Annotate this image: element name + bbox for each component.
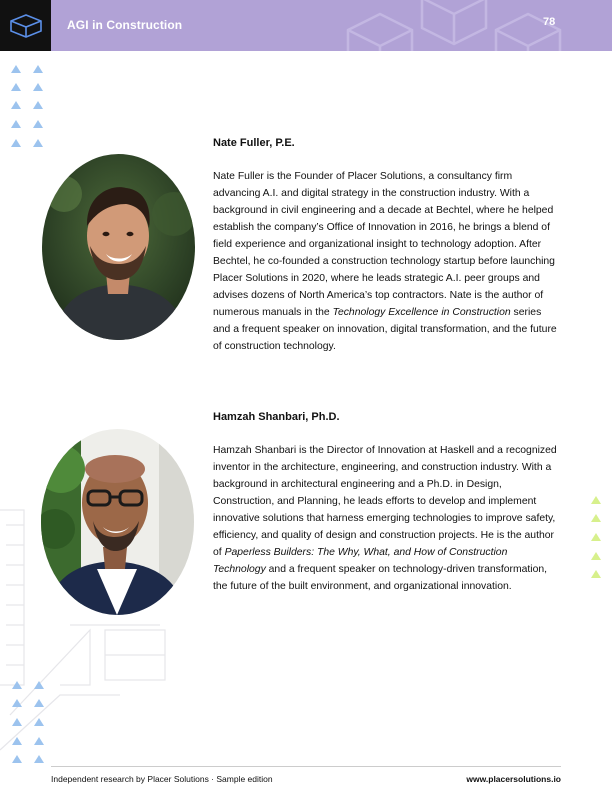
triangle-icon	[34, 681, 44, 689]
bio-text-part: Nate Fuller is the Founder of Placer Solutions, a consultancy firm advancing A.I. and digital strategy in the construction industry. With a background in civil engineering and a decade at Bechtel, where he helped establish the company’s Office of Innovation in 2016, he brings a blend of field experience and organizational insight to technology adoption. After Bechtel, he co-founded a construction technology startup before launching Placer Solutions in 2020, where he leads strategic A.I. peer groups and advises dozens of North America’s top contractors. Nate is the author of numerous manuals in the	[213, 171, 555, 318]
triangle-icon	[34, 699, 44, 707]
bio-entry	[213, 410, 558, 595]
triangle-icon	[34, 737, 44, 745]
bio-text	[213, 442, 558, 595]
page-header	[0, 0, 612, 51]
triangle-icon	[591, 570, 601, 578]
triangle-icon	[11, 83, 21, 91]
footer-website-link[interactable]: www.placersolutions.io	[466, 774, 561, 784]
header-cube-pattern	[330, 0, 612, 51]
portrait-photo	[42, 154, 195, 340]
triangle-icon	[11, 65, 21, 73]
triangle-icon	[11, 101, 21, 109]
footer-credit: Independent research by Placer Solutions · Sample edition	[51, 774, 273, 784]
triangle-icon	[33, 139, 43, 147]
triangle-icon	[12, 718, 22, 726]
triangle-icon	[33, 120, 43, 128]
portrait-photo	[41, 429, 194, 615]
bio-name: Hamzah Shanbari, Ph.D.	[213, 411, 340, 423]
bio-text	[213, 168, 558, 355]
triangle-icon	[12, 699, 22, 707]
bio-book-title: Paperless Builders: The Why, What, and How of Construction Technology	[213, 547, 508, 575]
bio-name: Nate Fuller, P.E.	[213, 137, 295, 149]
bio-entry	[213, 136, 558, 355]
triangle-icon	[34, 718, 44, 726]
triangle-icon	[591, 552, 601, 560]
triangle-icon	[33, 65, 43, 73]
logo	[0, 0, 51, 51]
bio-text-part: and a frequent speaker on technology-driven transformation, the future of the built environment, and organizational innovation.	[213, 564, 548, 592]
header-title: AGI in Construction	[67, 18, 183, 32]
triangle-icon	[591, 533, 601, 541]
triangle-icon	[11, 139, 21, 147]
triangle-icon	[12, 755, 22, 763]
bio-book-title: Technology Excellence in Construction	[332, 307, 511, 318]
bio-text-part: series and a frequent speaker on innovation, digital transformation, and the future of construction technology.	[213, 307, 557, 352]
triangle-icon	[11, 120, 21, 128]
bio-text-part: Hamzah Shanbari is the Director of Innovation at Haskell and a recognized inventor in the architecture, engineering, and construction industry. With a background in architectural engineering and a Ph.D. in Design, Construction, and Planning, he leads efforts to develop and implement innovative solutions that harness emerging technologies to improve safety, efficiency, and quality of design and construction projects. He is the author of	[213, 445, 557, 558]
footer-divider	[51, 766, 561, 767]
cube-outline-icon	[7, 12, 45, 40]
triangle-icon	[12, 681, 22, 689]
triangle-icon	[12, 737, 22, 745]
triangle-icon	[591, 514, 601, 522]
triangle-icon	[33, 83, 43, 91]
triangle-icon	[34, 755, 44, 763]
triangle-icon	[33, 101, 43, 109]
triangle-icon	[591, 496, 601, 504]
page-number: 78	[543, 16, 556, 28]
